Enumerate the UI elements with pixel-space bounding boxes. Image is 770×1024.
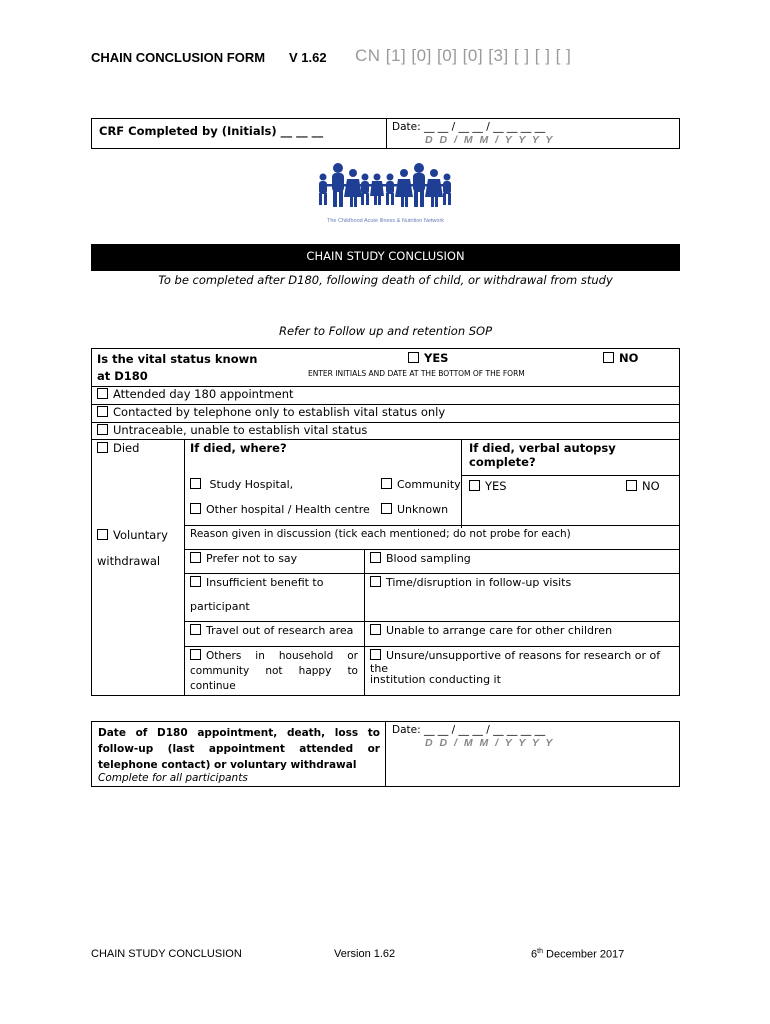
unsure-line2: institution conducting it xyxy=(370,673,501,686)
other-hospital-option[interactable]: Other hospital / Health centre xyxy=(190,503,370,516)
withdrawal-reason-label: Reason given in discussion (tick each mentioned; do not probe for each) xyxy=(190,528,571,540)
instruction-line-2: Refer to Follow up and retention SOP xyxy=(278,324,493,338)
died-where-label: If died, where? xyxy=(190,441,287,455)
autopsy-no-option[interactable]: NO xyxy=(626,479,660,493)
checkbox-icon[interactable] xyxy=(469,480,480,491)
crf-date-field[interactable]: Date: __ __ / __ __ / __ __ __ __ xyxy=(392,121,546,133)
community-option[interactable]: Community xyxy=(381,478,461,491)
checkbox-icon[interactable] xyxy=(370,624,381,635)
vital-no-option[interactable]: NO xyxy=(603,351,638,365)
checkbox-icon[interactable] xyxy=(408,352,419,363)
footer-left: CHAIN STUDY CONCLUSION xyxy=(91,948,242,960)
checkbox-icon[interactable] xyxy=(97,424,108,435)
withdrawal-label-2: withdrawal xyxy=(97,554,161,568)
footer-version: Version 1.62 xyxy=(334,948,396,960)
checkbox-icon[interactable] xyxy=(190,478,201,489)
blood-sampling-option[interactable]: Blood sampling xyxy=(370,552,471,565)
unable-care-option[interactable]: Unable to arrange care for other children xyxy=(370,624,612,637)
checkbox-icon[interactable] xyxy=(190,503,201,514)
family-figures-icon xyxy=(313,160,458,212)
logo-caption: The Childhood Acute Illness & Nutrition Network xyxy=(326,218,445,224)
vital-status-question: Is the vital status known at D180 xyxy=(97,352,258,383)
chain-logo xyxy=(313,160,458,222)
checkbox-icon[interactable] xyxy=(190,576,201,587)
untraceable-option[interactable]: Untraceable, unable to establish vital status xyxy=(97,423,367,437)
final-date-box xyxy=(91,721,680,787)
final-date-note: Complete for all participants xyxy=(98,772,248,784)
final-date-label: Date of D180 appointment, death, loss to follow-up (last appointment attended or telephone contact) or voluntary withdrawal xyxy=(98,727,380,771)
cn-number: CN [1] [0] [0] [0] [3] [ ] [ ] [ ] xyxy=(355,46,572,65)
time-disruption-option[interactable]: Time/disruption in follow-up visits xyxy=(370,576,571,589)
checkbox-icon[interactable] xyxy=(97,442,108,453)
crf-box xyxy=(91,118,680,149)
attended-option[interactable]: Attended day 180 appointment xyxy=(97,387,294,401)
crf-date-format: D D / M M / Y Y Y Y xyxy=(425,134,555,146)
final-date-field[interactable]: Date: __ __ / __ __ / __ __ __ __ xyxy=(392,724,546,736)
study-hospital-option[interactable]: Study Hospital, xyxy=(190,478,293,491)
checkbox-icon[interactable] xyxy=(603,352,614,363)
died-option[interactable]: Died xyxy=(97,441,139,455)
checkbox-icon[interactable] xyxy=(381,478,392,489)
insufficient-benefit-option[interactable]: Insufficient benefit to xyxy=(190,576,323,589)
checkbox-icon[interactable] xyxy=(97,388,108,399)
insufficient-benefit-line2: participant xyxy=(190,600,250,613)
unsure-option[interactable]: Unsure/unsupportive of reasons for research or of the xyxy=(370,649,661,675)
prefer-not-option[interactable]: Prefer not to say xyxy=(190,552,297,565)
autopsy-label: If died, verbal autopsy complete? xyxy=(469,441,616,469)
instruction-line-1: To be completed after D180, following death of child, or withdrawal from study xyxy=(158,273,613,287)
checkbox-icon[interactable] xyxy=(370,576,381,587)
section-banner: CHAIN STUDY CONCLUSION xyxy=(91,244,680,271)
autopsy-yes-option[interactable]: YES xyxy=(469,479,507,493)
form-version: V 1.62 xyxy=(289,50,327,65)
vital-yes-option[interactable]: YES xyxy=(408,351,448,365)
checkbox-icon[interactable] xyxy=(190,552,201,563)
vital-note: ENTER INITIALS AND DATE AT THE BOTTOM OF THE FORM xyxy=(308,369,525,378)
unknown-option[interactable]: Unknown xyxy=(381,503,448,516)
checkbox-icon[interactable] xyxy=(381,503,392,514)
telephone-option[interactable]: Contacted by telephone only to establish vital status only xyxy=(97,405,445,419)
checkbox-icon[interactable] xyxy=(626,480,637,491)
vital-status-table xyxy=(91,348,680,696)
checkbox-icon[interactable] xyxy=(97,529,108,540)
checkbox-icon[interactable] xyxy=(190,649,201,660)
travel-option[interactable]: Travel out of research area xyxy=(190,624,353,637)
voluntary-withdrawal-option[interactable]: Voluntary xyxy=(97,528,168,542)
checkbox-icon[interactable] xyxy=(370,552,381,563)
checkbox-icon[interactable] xyxy=(370,649,381,660)
crf-initials-field[interactable]: CRF Completed by (Initials) __ __ __ xyxy=(99,124,324,138)
checkbox-icon[interactable] xyxy=(190,624,201,635)
checkbox-icon[interactable] xyxy=(97,406,108,417)
footer-date: 6th December 2017 xyxy=(531,948,625,961)
others-household-option[interactable]: Others in household or community not happy to continue xyxy=(190,650,358,692)
form-title: CHAIN CONCLUSION FORM xyxy=(91,50,266,65)
final-date-format: D D / M M / Y Y Y Y xyxy=(425,737,555,749)
